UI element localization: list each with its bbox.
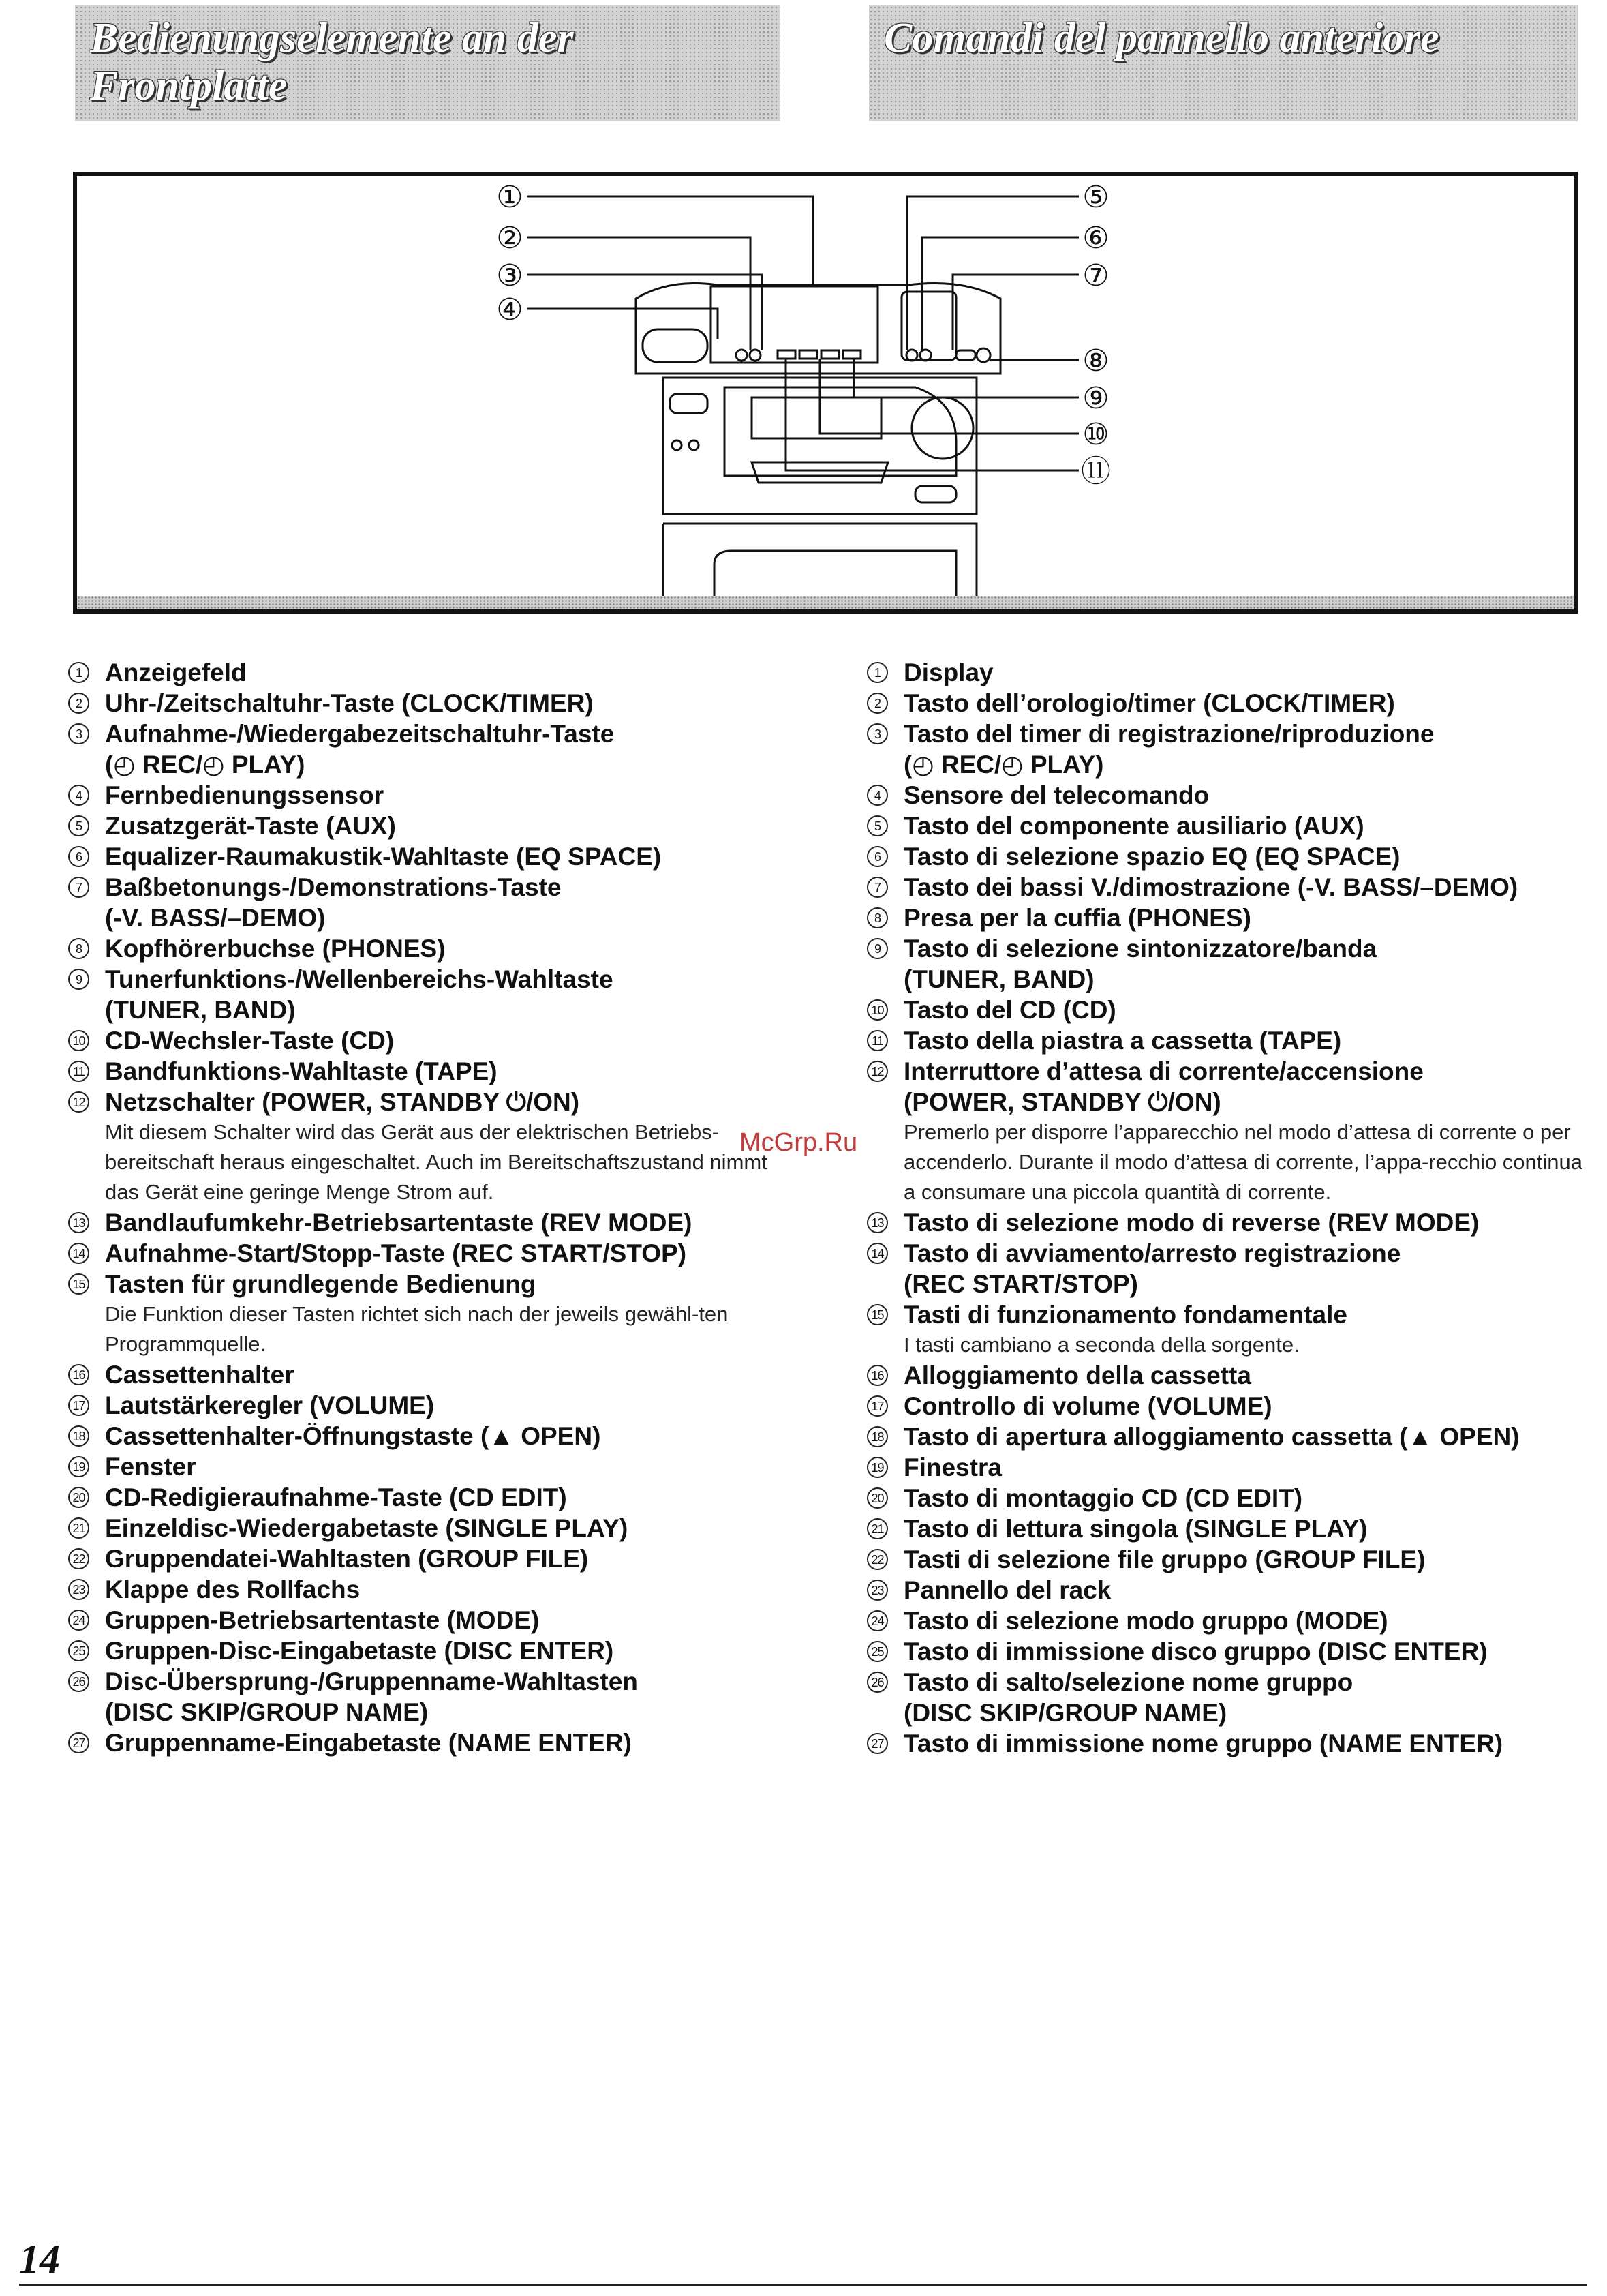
item-label: Disc-Übersprung-/Gruppenname-Wahltasten — [105, 1667, 638, 1695]
item-number-badge: 9 — [867, 938, 888, 959]
item-number-badge: 6 — [867, 846, 888, 867]
heading-de-line-2: Frontplatte — [90, 63, 288, 109]
list-item — [68, 964, 791, 1025]
callout-10: ⑩ — [1082, 417, 1109, 452]
phones-jack — [977, 348, 990, 362]
item-label: Tunerfunktions-/Wellenbereichs-Wahltaste — [105, 965, 613, 993]
item-number-badge: 20 — [867, 1487, 888, 1509]
item-label: Uhr-/Zeitschaltuhr-Taste (CLOCK/TIMER) — [105, 689, 594, 717]
list-item — [867, 903, 1589, 933]
item-number-badge: 15 — [867, 1304, 888, 1325]
item-number-badge: 13 — [867, 1212, 888, 1233]
stereo-illustration — [77, 176, 1574, 609]
figure-bottom-shade — [77, 596, 1574, 609]
item-number-badge: 27 — [867, 1733, 888, 1754]
item-number-badge: 19 — [68, 1456, 89, 1477]
item-number-badge: 10 — [867, 999, 888, 1021]
item-label: Controllo di volume (VOLUME) — [904, 1392, 1272, 1420]
item-label: Aufnahme-Start/Stopp-Taste (REC START/STOP) — [105, 1239, 687, 1267]
list-item — [68, 657, 791, 688]
item-label: Netzschalter (POWER, STANDBY ⏻/ON) — [105, 1088, 580, 1116]
callout-4: ④ — [496, 292, 523, 327]
item-number-badge: 22 — [68, 1548, 89, 1569]
item-label: Tasto del timer di registrazione/riproduzione — [904, 720, 1435, 748]
item-label-continued: (TUNER, BAND) — [904, 965, 1095, 993]
item-label: Baßbetonungs-/Demonstrations-Taste — [105, 873, 562, 901]
item-label: Tasto di avviamento/arresto registrazione — [904, 1239, 1401, 1267]
list-item — [867, 811, 1589, 841]
item-number-badge: 5 — [867, 815, 888, 836]
list-item — [68, 1087, 791, 1207]
list-item — [68, 933, 791, 964]
item-number-badge: 11 — [68, 1061, 89, 1082]
item-number-badge: 13 — [68, 1212, 89, 1233]
item-number-badge: 26 — [867, 1672, 888, 1693]
list-item — [68, 1056, 791, 1087]
item-number-badge: 1 — [68, 662, 89, 683]
item-label-continued: (TUNER, BAND) — [105, 996, 296, 1024]
item-label: Tasti di selezione file gruppo (GROUP FILE) — [904, 1545, 1426, 1573]
item-note: Die Funktion dieser Tasten richtet sich nach der jeweils gewähl-ten Programmquelle. — [105, 1302, 729, 1356]
item-number-badge: 8 — [68, 938, 89, 959]
item-label: Gruppen-Disc-Eingabetaste (DISC ENTER) — [105, 1637, 614, 1665]
list-item — [68, 1421, 791, 1451]
item-label: Tasto di selezione modo di reverse (REV MODE) — [904, 1209, 1480, 1237]
item-label: Display — [904, 659, 994, 686]
item-number-badge: 7 — [867, 877, 888, 898]
item-label: Equalizer-Raumakustik-Wahltaste (EQ SPACE) — [105, 843, 662, 871]
item-number-badge: 16 — [68, 1364, 89, 1385]
list-item — [867, 1483, 1589, 1513]
open-button — [915, 486, 956, 502]
list-item — [867, 1299, 1589, 1360]
item-label-continued: (-V. BASS/–DEMO) — [105, 904, 326, 932]
heading-de-line-1: Bedienungselemente an der — [90, 15, 574, 61]
item-label: Tasto dei bassi V./dimostrazione (-V. BASS/–DEMO) — [904, 873, 1518, 901]
item-label: Zusatzgerät-Taste (AUX) — [105, 812, 396, 840]
list-item — [68, 1605, 791, 1635]
leader-line-11 — [786, 359, 1079, 470]
item-number-badge: 16 — [867, 1365, 888, 1386]
item-label: Tasten für grundlegende Bedienung — [105, 1270, 536, 1298]
item-label: Tasto di montaggio CD (CD EDIT) — [904, 1484, 1303, 1512]
item-label: Tasto di immissione disco gruppo (DISC ENTER) — [904, 1637, 1488, 1665]
list-item — [68, 1359, 791, 1390]
list-item — [867, 1728, 1589, 1759]
item-label: Aufnahme-/Wiedergabezeitschaltuhr-Taste — [105, 720, 615, 748]
list-item — [867, 1360, 1589, 1391]
list-item — [68, 1482, 791, 1513]
callout-11: ⑪ — [1081, 454, 1111, 489]
item-label: Tasto di apertura alloggiamento cassetta (▲ OPEN) — [904, 1423, 1520, 1451]
item-number-badge: 17 — [68, 1395, 89, 1416]
callout-8: ⑧ — [1082, 344, 1109, 378]
item-number-badge: 2 — [68, 693, 89, 714]
rec-play-timer-button — [750, 350, 761, 361]
item-label: Tasto di lettura singola (SINGLE PLAY) — [904, 1515, 1368, 1543]
controls-list-de — [68, 657, 791, 1758]
item-label: Sensore del telecomando — [904, 781, 1210, 809]
volume-knob — [912, 397, 973, 459]
list-item — [68, 1543, 791, 1574]
list-item — [68, 872, 791, 933]
list-item — [867, 1421, 1589, 1452]
list-item — [68, 1390, 791, 1421]
item-label: Tasto di selezione spazio EQ (EQ SPACE) — [904, 843, 1401, 871]
item-label: Tasto di selezione modo gruppo (MODE) — [904, 1607, 1388, 1635]
item-note: I tasti cambiano a seconda della sorgente. — [904, 1333, 1300, 1357]
list-item — [867, 933, 1589, 995]
item-number-badge: 4 — [867, 785, 888, 806]
leader-line-5 — [907, 196, 1079, 350]
callout-3: ③ — [496, 258, 523, 293]
item-label: Fenster — [105, 1453, 196, 1481]
list-item — [867, 1452, 1589, 1483]
item-number-badge: 27 — [68, 1732, 89, 1753]
list-item — [867, 1667, 1589, 1728]
cd-button — [799, 350, 817, 359]
list-item — [867, 1238, 1589, 1299]
item-number-badge: 26 — [68, 1671, 89, 1692]
list-item — [68, 780, 791, 811]
item-number-badge: 20 — [68, 1487, 89, 1508]
cd-window — [752, 397, 881, 438]
item-number-badge: 18 — [867, 1426, 888, 1447]
callout-2: ② — [496, 221, 523, 256]
controls-list-it — [867, 657, 1589, 1759]
item-label: Alloggiamento della cassetta — [904, 1361, 1251, 1389]
item-label: Bandlaufumkehr-Betriebsartentaste (REV MODE) — [105, 1209, 692, 1237]
list-item — [867, 841, 1589, 872]
item-label-continued: (POWER, STANDBY ⏻/ON) — [904, 1088, 1221, 1116]
item-label: Finestra — [904, 1453, 1002, 1481]
item-label: Tasto di immissione nome gruppo (NAME ENTER) — [904, 1729, 1503, 1757]
item-number-badge: 18 — [68, 1425, 89, 1447]
function-button — [843, 350, 861, 359]
list-item — [867, 719, 1589, 780]
list-item — [68, 1727, 791, 1758]
item-label-continued: (DISC SKIP/GROUP NAME) — [904, 1699, 1227, 1727]
item-label: Tasto della piastra a cassetta (TAPE) — [904, 1027, 1342, 1055]
item-note: Premerlo per disporre l’apparecchio nel modo d’attesa di corrente o per accenderlo. Durante il modo d’attesa di corrente, l’appa-recchio continua a consumare una piccola quantità di corrente. — [904, 1120, 1583, 1204]
list-item — [867, 1636, 1589, 1667]
small-button-right — [689, 440, 699, 450]
list-item — [867, 780, 1589, 811]
item-number-badge: 25 — [867, 1641, 888, 1662]
list-item — [68, 688, 791, 719]
remote-sensor-window — [643, 329, 707, 362]
leader-line-7 — [953, 275, 1079, 350]
item-label: Tasto di selezione sintonizzatore/banda — [904, 935, 1377, 963]
item-number-badge: 24 — [867, 1610, 888, 1631]
item-label-continued: (REC START/STOP) — [904, 1270, 1138, 1298]
item-number-badge: 7 — [68, 877, 89, 898]
callout-5: ⑤ — [1082, 180, 1109, 215]
lower-unit-outline — [663, 524, 977, 605]
item-label: Fernbedienungssensor — [105, 781, 384, 809]
watermark-text: McGrp.Ru — [739, 1128, 858, 1157]
heading-banner-it — [869, 5, 1578, 121]
item-label-continued: (◴ REC/◴ PLAY) — [904, 751, 1104, 779]
item-label: Tasto di salto/selezione nome gruppo — [904, 1668, 1353, 1696]
item-number-badge: 19 — [867, 1457, 888, 1478]
callout-1: ① — [496, 180, 523, 215]
heading-it-line-1: Comandi del pannello anteriore — [884, 15, 1439, 61]
item-label: Tasto del CD (CD) — [904, 996, 1116, 1024]
callout-7: ⑦ — [1082, 258, 1109, 293]
list-item — [867, 995, 1589, 1025]
item-number-badge: 17 — [867, 1395, 888, 1417]
item-label: Kopfhörerbuchse (PHONES) — [105, 935, 446, 963]
item-label: CD-Wechsler-Taste (CD) — [105, 1027, 395, 1055]
item-label-continued: (DISC SKIP/GROUP NAME) — [105, 1698, 429, 1726]
clock-timer-button — [736, 350, 747, 361]
item-number-badge: 14 — [867, 1243, 888, 1264]
item-number-badge: 8 — [867, 907, 888, 928]
list-item — [867, 688, 1589, 719]
list-item — [68, 841, 791, 872]
list-item — [68, 1269, 791, 1359]
item-number-badge: 23 — [68, 1579, 89, 1600]
list-item — [68, 1207, 791, 1238]
item-number-badge: 10 — [68, 1030, 89, 1051]
item-number-badge: 23 — [867, 1580, 888, 1601]
list-item — [867, 1056, 1589, 1207]
item-label: Gruppenname-Eingabetaste (NAME ENTER) — [105, 1729, 632, 1757]
item-label: Interruttore d’attesa di corrente/accensione — [904, 1057, 1424, 1085]
list-item — [867, 1575, 1589, 1605]
item-label-continued: (◴ REC/◴ PLAY) — [105, 751, 305, 779]
item-note: Mit diesem Schalter wird das Gerät aus der elektrischen Betriebs-bereitschaft heraus eingeschaltet. Auch im Bereitschaftszustand nimmt das Gerät eine geringe Menge Strom auf. — [105, 1120, 767, 1204]
list-item — [68, 811, 791, 841]
item-label: Klappe des Rollfachs — [105, 1575, 361, 1603]
list-item — [867, 872, 1589, 903]
item-label: Gruppendatei-Wahltasten (GROUP FILE) — [105, 1545, 589, 1573]
tape-button — [821, 350, 839, 359]
item-label: Bandfunktions-Wahltaste (TAPE) — [105, 1057, 498, 1085]
tuner-button — [778, 350, 795, 359]
item-label: Einzeldisc-Wiedergabetaste (SINGLE PLAY) — [105, 1514, 628, 1542]
item-label: Cassettenhalter-Öffnungstaste (▲ OPEN) — [105, 1422, 601, 1450]
list-item — [68, 719, 791, 780]
item-number-badge: 25 — [68, 1640, 89, 1661]
item-number-badge: 12 — [68, 1091, 89, 1113]
list-item — [867, 1605, 1589, 1636]
bass-demo-button — [956, 350, 975, 360]
leader-line-1 — [527, 196, 813, 286]
item-number-badge: 21 — [867, 1518, 888, 1539]
item-label: Tasto del componente ausiliario (AUX) — [904, 812, 1364, 840]
item-label: Tasti di funzionamento fondamentale — [904, 1301, 1347, 1329]
item-number-badge: 3 — [68, 723, 89, 744]
item-number-badge: 24 — [68, 1610, 89, 1631]
callout-9: ⑨ — [1082, 381, 1109, 416]
list-item — [867, 1544, 1589, 1575]
list-item — [68, 1513, 791, 1543]
list-item — [867, 1513, 1589, 1544]
list-item — [867, 1025, 1589, 1056]
item-number-badge: 12 — [867, 1061, 888, 1082]
item-label: Pannello del rack — [904, 1576, 1112, 1604]
callout-6: ⑥ — [1082, 221, 1109, 256]
item-label: CD-Redigieraufnahme-Taste (CD EDIT) — [105, 1483, 567, 1511]
front-panel-figure — [73, 172, 1578, 614]
list-item — [68, 1574, 791, 1605]
list-item — [68, 1025, 791, 1056]
list-item — [68, 1451, 791, 1482]
item-number-badge: 4 — [68, 785, 89, 806]
item-number-badge: 1 — [867, 662, 888, 683]
page-bottom-rule — [19, 2284, 1587, 2286]
item-number-badge: 5 — [68, 815, 89, 836]
page-number: 14 — [19, 2237, 60, 2282]
item-label: Anzeigefeld — [105, 659, 247, 686]
small-button-left — [672, 440, 682, 450]
item-label: Tasto dell’orologio/timer (CLOCK/TIMER) — [904, 689, 1395, 717]
item-number-badge: 9 — [68, 969, 89, 990]
item-label: Cassettenhalter — [105, 1361, 294, 1389]
leader-line-10 — [820, 359, 1079, 434]
list-item — [867, 657, 1589, 688]
item-number-badge: 2 — [867, 693, 888, 714]
power-button — [670, 394, 707, 413]
item-number-badge: 22 — [867, 1549, 888, 1570]
list-item — [68, 1666, 791, 1727]
item-label: Presa per la cuffia (PHONES) — [904, 904, 1251, 932]
leader-line-4 — [527, 309, 718, 339]
heading-banner-de — [75, 5, 780, 121]
list-item — [68, 1238, 791, 1269]
list-item — [867, 1391, 1589, 1421]
item-number-badge: 6 — [68, 846, 89, 867]
item-number-badge: 3 — [867, 723, 888, 744]
item-label: Gruppen-Betriebsartentaste (MODE) — [105, 1606, 540, 1634]
list-item — [68, 1635, 791, 1666]
item-number-badge: 14 — [68, 1243, 89, 1264]
cassette-holder — [752, 462, 888, 483]
item-number-badge: 11 — [867, 1030, 888, 1051]
item-number-badge: 15 — [68, 1273, 89, 1295]
list-item — [867, 1207, 1589, 1238]
item-number-badge: 21 — [68, 1517, 89, 1539]
item-label: Lautstärkeregler (VOLUME) — [105, 1391, 435, 1419]
